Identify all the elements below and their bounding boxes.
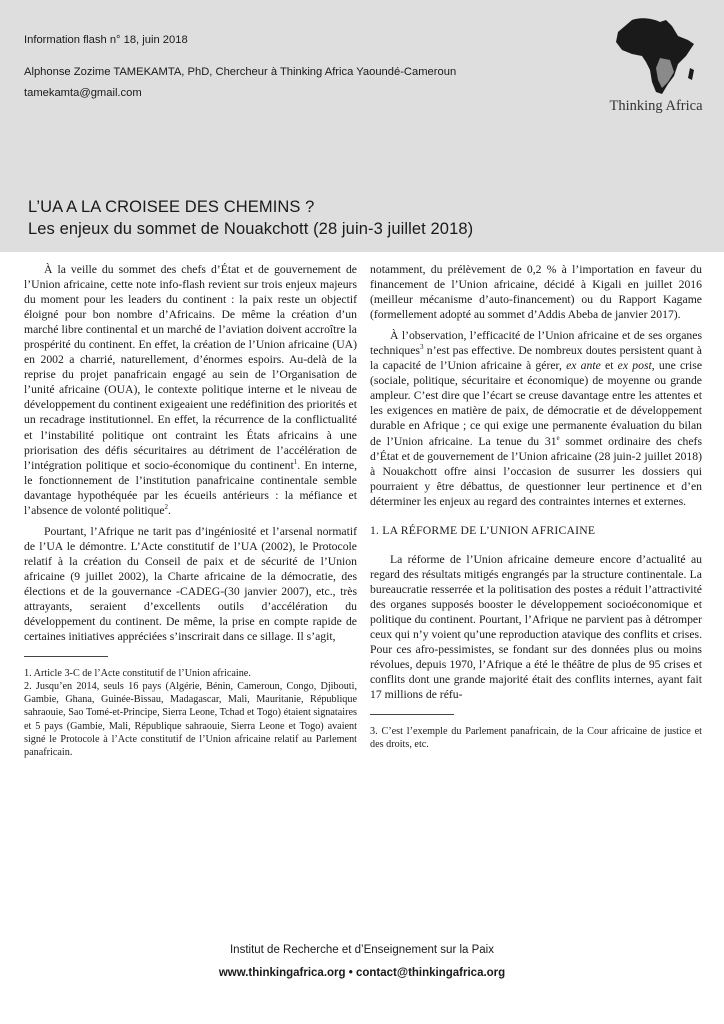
page-title: L’UA A LA CROISEE DES CHEMINS ? — [28, 198, 315, 216]
logo-text: Thinking Africa — [609, 98, 703, 114]
paragraph: La réforme de l’Union africaine demeure encore d’actualité au regard des résultats mitigés engrangés par la structure continentale. La bureaucratie resserrée et la politisation des postes a réduit l’attractivité des organes supposés booster le développement socioéconomique et politique du continent. Pourtant, l’Afrique ne parvient pas à détromper ceux qui n’y voient qu’une reproduction atavique des conflits et crises. Pour ces afro-pessimistes, se fondant sur des données plus ou moins révolues, depuis 1970, l’Afrique a été le théâtre de plus de 95 crises et conflits dont une grande majorité était des conflits internes, ayant fait 17 millions de réfu- — [370, 552, 702, 702]
section-heading: 1. LA RÉFORME DE L’UNION AFRICAINE — [370, 523, 596, 537]
author-email[interactable]: tamekamta@gmail.com — [24, 87, 142, 99]
footer-contacts[interactable]: www.thinkingafrica.org • contact@thinkingafrica.org — [218, 967, 506, 979]
footnote-ref[interactable]: 2 — [164, 502, 169, 511]
footnote-divider — [370, 714, 454, 715]
paragraph: À la veille du sommet des chefs d’État et de gouvernement de l’Union africaine, cette note info-flash revient sur trois enjeux majeurs du moment pour les leaders du continent : la paix reste un objectif éloigné pour bon nombre d’Africains. De même la création d’un marché libre continental et un marché de l’aviation doivent accroître la prospérité du continent. En effet, la création de l’Union africaine (UA) en 2002 a charrié, naturellement, d’énormes espoirs. Au-delà de la reprise du projet panafricain engagé au sein de l’Organisation de l’unité africaine (OUA), le contexte politique interne et le niveau de développement du continent exigeaient une redéfinition des priorités et un recadrage institutionnel. En effet, la récurrence de la conflictualité et l’instabilité politique ont contraint les États africains à une priorisation des défis sécuritaires au détriment de l’accélération de l’intégration politique et socio-économique du continent$^1$. En interne, le fonctionnement de l’institution panafricaine continentale semble davantage hypothéquée par les écueils antérieurs : la méfiance et l’absence de volonté politique$^2$. — [24, 263, 357, 517]
thinking-africa-logo — [600, 16, 708, 120]
footnote-ref[interactable]: 3 — [419, 343, 424, 352]
footnote: 2. Jusqu’en 2014, seuls 16 pays (Algérie, Bénin, Cameroun, Congo, Djibouti, Gambie, Ghana, Guinée-Bissau, Madagascar, Mali, Mauritanie, République sahraouie, Sao Tomé-et-Principe, Sierra Leone, Tchad et Togo) étaient signataires et 5 pays (Gambie, Mali, République sahraouie, Sierra Leone et Togo) avaient signé le Protocole à l’Acte constitutif de l’Union africaine relatif au Parlement panafricain. — [24, 681, 357, 758]
author-line: Alphonse Zozime TAMEKAMTA, PhD, Chercheur à Thinking Africa Yaoundé-Cameroun — [24, 66, 457, 78]
footnote: 1. Article 3-C de l’Acte constitutif de l’Union africaine. — [24, 668, 251, 680]
paragraph: notamment, du prélèvement de 0,2 % à l’importation en faveur du financement de l’Union africaine, décidé à Kigali en juillet 2016 (meilleur mécanisme d’auto-financement) ou du Rapport Kagame (formellement adopté au sommet d’Addis Abeba de janvier 2017). — [370, 263, 702, 322]
footnotes — [370, 725, 702, 751]
africa-map-icon — [612, 16, 698, 96]
paragraph: Pourtant, l’Afrique ne tarit pas d’ingéniosité et l’arsenal normatif de l’UA le démontre. L’Acte constitutif de l’UA (2002), le Protocole relatif à la création du Conseil de paix et de sécurité de l’Union africaine (9 juillet 2002), la Charte africaine de la démocratie, des élections et de la gouvernance -CADEG-(30 janvier 2007), etc., très attrayants, seraient d’excellents outils d’accélération du développement du continent. De même, la prise en compte rapide de certaines initiatives appréciées s’inscrirait dans ce sillage. Il s’agit, — [24, 524, 357, 644]
right-column — [370, 262, 702, 751]
footnote-ref[interactable]: 1 — [293, 457, 298, 466]
footnote-divider — [24, 656, 108, 657]
page-subtitle: Les enjeux du sommet de Nouakchott (28 juin-3 juillet 2018) — [28, 220, 474, 238]
left-column — [24, 262, 357, 759]
issue-line: Information flash n° 18, juin 2018 — [24, 34, 188, 46]
footnote: 3. C’est l’exemple du Parlement panafricain, de la Cour africaine de justice et des droits, etc. — [370, 726, 702, 751]
footer-institute: Institut de Recherche et d’Enseignement sur la Paix — [229, 944, 494, 956]
paragraph: À l’observation, l’efficacité de l’Union africaine et de ses organes techniques$^3$ n’est pas effective. De nombreux doutes persistent quant à la capacité de l’Union africaine à gérer, ex ante et ex post, une crise (sociale, politique, sécuritaire et économique) de moyenne ou grande ampleur. C’est dire que l’écart se creuse davantage entre les attentes et les exigences en matière de paix, de démocratie et de développement durable en Afrique ; ce qui exige une permanente évaluation du bilan de l’Union africaine. La tenue du 31e sommet ordinaire des chefs d’État et de gouvernement de l’Union africaine (28 juin-2 juillet 2018) à Nouakchott offre ainsi l’occasion de susurrer les dossiers qui pourraient y être débattus, de questionner leur pertinence et d’en déterminer les enjeux au regard des contraintes internes et externes. — [370, 329, 703, 508]
footnotes — [24, 667, 357, 759]
